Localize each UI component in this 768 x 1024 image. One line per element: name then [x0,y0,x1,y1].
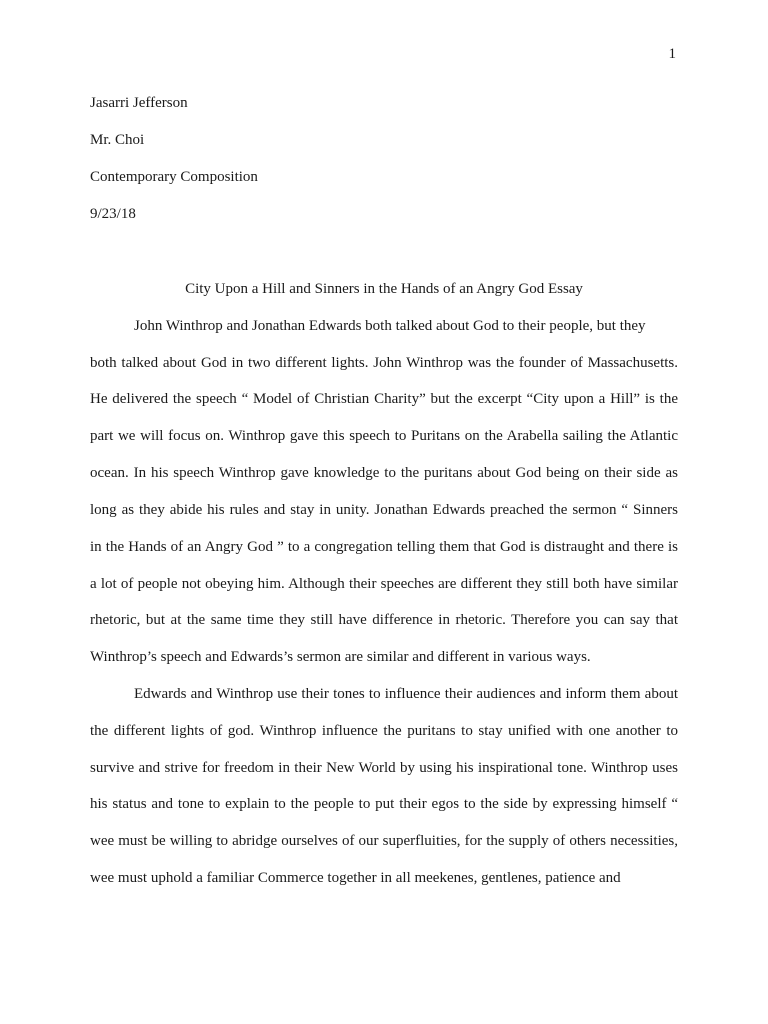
essay-title: City Upon a Hill and Sinners in the Hands of an Angry God Essay [185,281,583,297]
paragraph-2-line: wee must be willing to abridge ourselves of our superfluities, for the supply of others necessities, [90,833,678,849]
paragraph-2-line: survive and strive for freedom in their New World by using his inspirational tone. Winthrop uses [90,760,678,776]
paragraph-2-line: the different lights of god. Winthrop influence the puritans to stay unified with one another to [90,723,678,739]
paragraph-1-line: Winthrop’s speech and Edwards’s sermon are similar and different in various ways. [90,649,591,665]
paragraph-1-line: both talked about God in two different lights. John Winthrop was the founder of Massachusetts. [90,355,678,371]
page-number: 1 [668,46,676,62]
author-name: Jasarri Jefferson [90,95,188,111]
paragraph-1-line: part we will focus on. Winthrop gave this speech to Puritans on the Arabella sailing the Atlantic [90,428,678,444]
document-date: 9/23/18 [90,206,136,222]
paragraph-2-line: wee must uphold a familiar Commerce together in all meekenes, gentlenes, patience and [90,870,621,886]
paragraph-1-line: He delivered the speech “ Model of Christian Charity” but the excerpt “City upon a Hill” is the [90,391,678,407]
paragraph-2-line: his status and tone to explain to the people to put their egos to the side by expressing himself “ [90,796,678,812]
paragraph-1-line: John Winthrop and Jonathan Edwards both talked about God to their people, but they [134,318,646,334]
paragraph-1-line: long as they abide his rules and stay in unity. Jonathan Edwards preached the sermon “ Sinners [90,502,678,518]
course-name: Contemporary Composition [90,169,258,185]
paragraph-2-line: Edwards and Winthrop use their tones to influence their audiences and inform them about [134,686,678,702]
instructor-name: Mr. Choi [90,132,145,148]
paragraph-1-line: a lot of people not obeying him. Although their speeches are different they still both have similar [90,576,678,592]
paragraph-1-line: in the Hands of an Angry God ” to a congregation telling them that God is distraught and there is [90,539,678,555]
paragraph-1-line: rhetoric, but at the same time they still have difference in rhetoric. Therefore you can say that [90,612,678,628]
paragraph-1-line: ocean. In his speech Winthrop gave knowledge to the puritans about God being on their side as [90,465,678,481]
